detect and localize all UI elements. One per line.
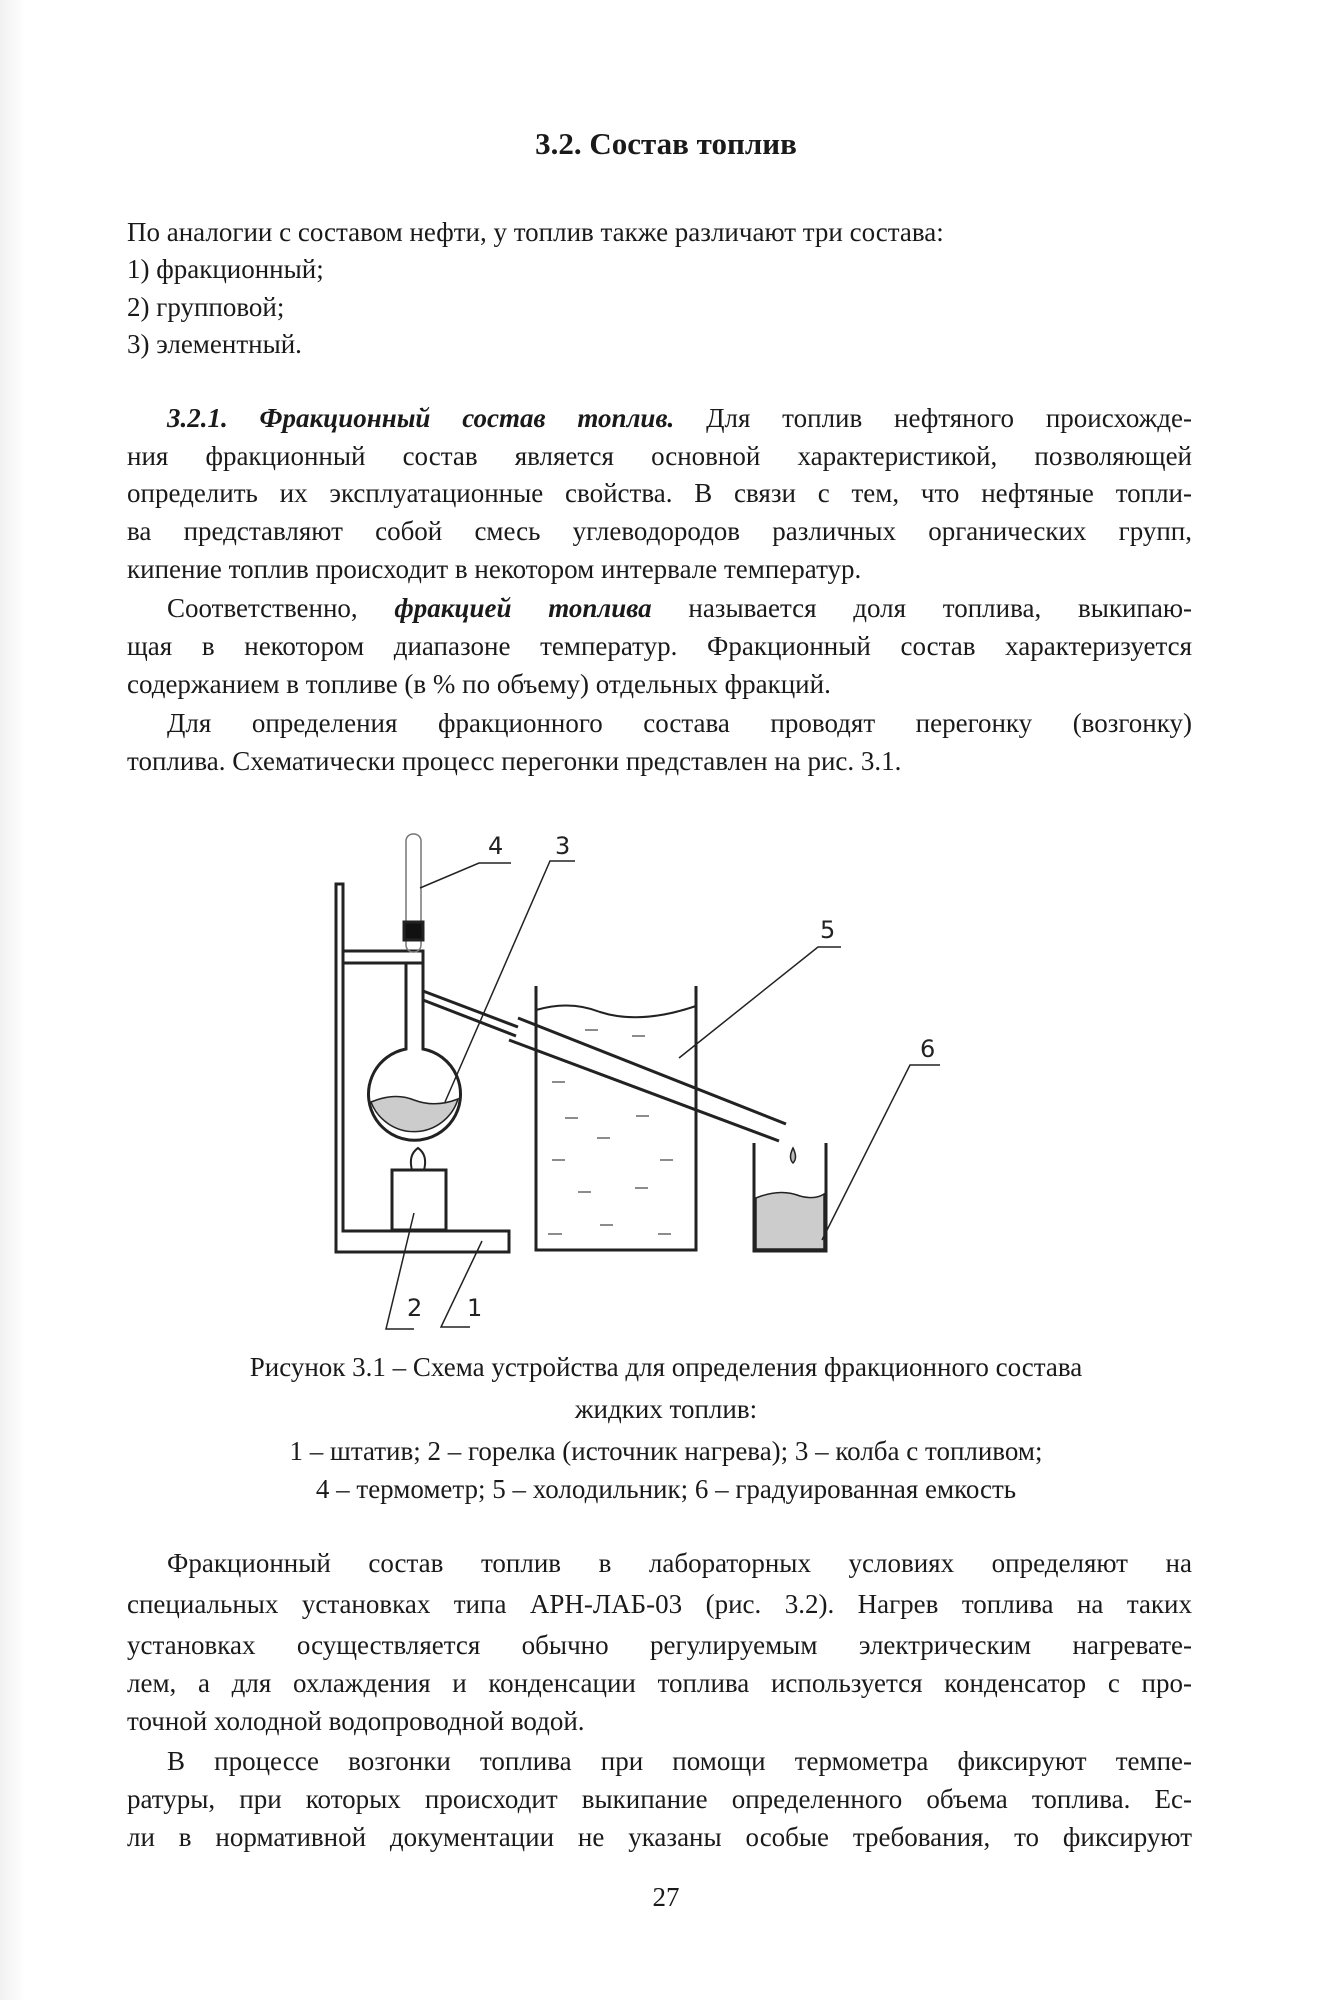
page-number: 27 [652, 1882, 680, 1912]
paragraph-line: специальных установках типа АРН-ЛАБ-03 (рис. 3.2). Нагрев топлива на таких [127, 1589, 1192, 1619]
intro-item-2: 2) групповой; [127, 292, 285, 322]
intro-item-1: 1) фракционный; [127, 254, 324, 284]
page-edge-shadow [0, 0, 26, 2000]
label-1: 1 [467, 1294, 483, 1322]
figure-caption-line: Рисунок 3.1 – Схема устройства для определения фракционного состава [249, 1352, 1083, 1382]
paragraph-line: ли в нормативной документации не указаны особые требования, то фиксируют [127, 1822, 1192, 1852]
term-emphasis: фракцией топлива [394, 593, 652, 623]
figure-caption-line: 1 – штатив; 2 – горелка (источник нагрева); 3 – колба с топливом; [289, 1436, 1043, 1466]
text-span: называется доля топлива, выкипаю- [688, 593, 1192, 623]
paragraph-line: щая в некотором диапазоне температур. Фракционный состав характеризуется [127, 631, 1192, 661]
intro-item-3: 3) элементный. [127, 329, 302, 359]
paragraph-line: точной холодной водопроводной водой. [127, 1706, 585, 1736]
label-2: 2 [407, 1294, 423, 1322]
label-6: 6 [920, 1035, 936, 1063]
leader-lines [386, 861, 940, 1329]
distillation-diagram [300, 820, 980, 1340]
paragraph-line: содержанием в топливе (в % по объему) отдельных фракций. [127, 669, 831, 699]
figure-caption-line: жидких топлив: [574, 1394, 758, 1424]
intro-text: По аналогии с составом нефти, у топлив также различают три состава: [127, 217, 944, 247]
label-3: 3 [555, 832, 571, 860]
paragraph-line [127, 401, 1192, 435]
thermometer [404, 834, 423, 952]
paragraph-line: Для определения фракционного состава проводят перегонку (возгонку) [167, 708, 1192, 738]
section-heading: 3.2. Состав топлив [535, 126, 797, 161]
paragraph-line: определить их эксплуатационные свойства. В связи с тем, что нефтяные топли- [127, 478, 1192, 508]
paragraph-line: кипение топлив происходит в некотором интервале температур. [127, 554, 862, 584]
flask [369, 963, 519, 1140]
paragraph-line: лем, а для охлаждения и конденсации топлива используется конденсатор с про- [127, 1668, 1192, 1698]
paragraph-line: топлива. Схематически процесс перегонки представлен на рис. 3.1. [127, 746, 902, 776]
burner [392, 1148, 446, 1230]
text-span: Для топлив нефтяного происхожде- [706, 403, 1193, 433]
paragraph-line: В процессе возгонки топлива при помощи термометра фиксируют темпе- [167, 1746, 1192, 1776]
figure-caption-line: 4 – термометр; 5 – холодильник; 6 – градуированная емкость [315, 1474, 1017, 1504]
label-4: 4 [488, 832, 504, 860]
paragraph-line [127, 591, 1192, 625]
paragraph-line: ва представляют собой смесь углеводородов различных органических групп, [127, 516, 1192, 546]
condenser [509, 986, 786, 1250]
paragraph-line: Фракционный состав топлив в лабораторных условиях определяют на [167, 1548, 1192, 1578]
paragraph-line: установках осуществляется обычно регулируемым электрическим нагревате- [127, 1630, 1192, 1660]
paragraph-line: ния фракционный состав является основной характеристикой, позволяющей [127, 441, 1192, 471]
label-5: 5 [820, 916, 836, 944]
subsection-title: 3.2.1. Фракционный состав топлив. [167, 403, 675, 433]
paragraph-line: ратуры, при которых происходит выкипание определенного объема топлива. Ес- [127, 1784, 1192, 1814]
text-span: Соответственно, [167, 593, 358, 623]
receiver [754, 1143, 826, 1251]
